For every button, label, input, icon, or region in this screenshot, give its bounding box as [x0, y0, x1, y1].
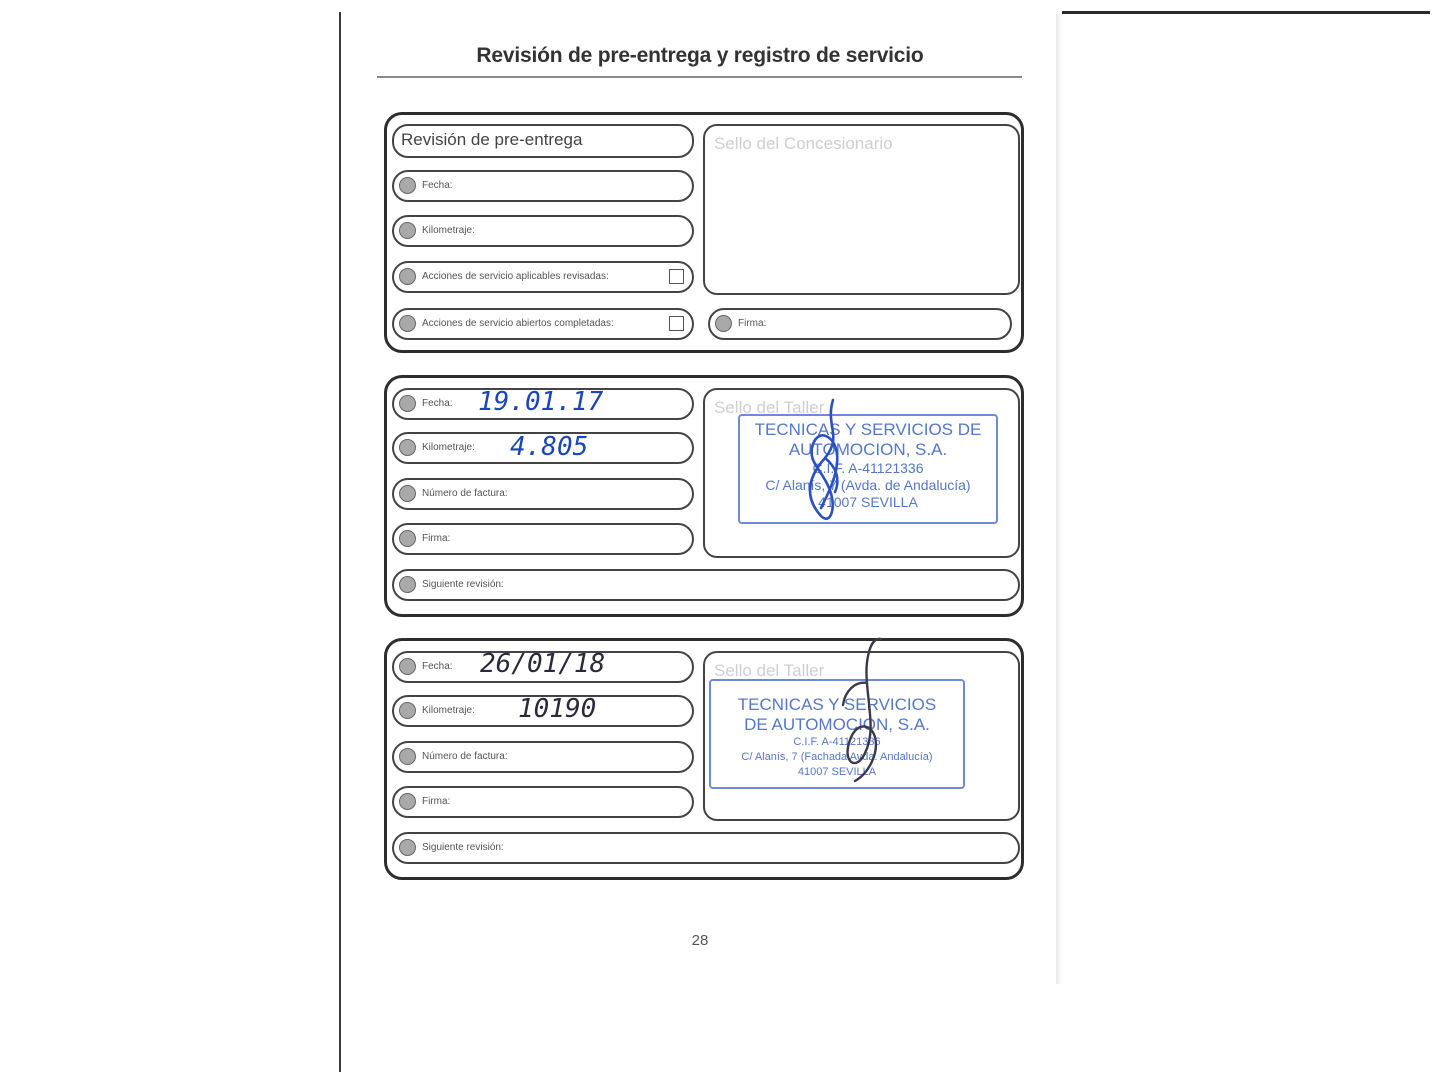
workshop-stamp-title: Sello del Taller: [714, 398, 825, 417]
scan-left-edge: [339, 12, 341, 1072]
scan-top-edge: [1062, 11, 1430, 14]
page-number: 28: [691, 932, 709, 949]
stamp-line: 41007 SEVILLA: [797, 766, 877, 778]
service1-factura-field[interactable]: [392, 478, 694, 510]
page-shadow: [1056, 14, 1062, 984]
service-card-2: [384, 638, 1024, 880]
workshop-stamp-box-2: [703, 651, 1020, 821]
stamp-line: DE AUTOMOCION, S.A.: [744, 715, 930, 734]
signature-icon: [795, 396, 855, 531]
acciones-revisadas-label: Acciones de servicio aplicables revisadas:: [422, 271, 609, 282]
km-label: Kilometraje:: [422, 225, 475, 236]
workshop-stamp-box-1: [703, 388, 1020, 558]
acciones-completadas-label: Acciones de servicio abiertos completadas:: [422, 318, 614, 329]
service1-km-field[interactable]: [392, 432, 694, 464]
radio-dot-icon: [399, 395, 416, 412]
radio-dot-icon: [399, 439, 416, 456]
radio-dot-icon: [399, 177, 416, 194]
stamp-line: TECNICAS Y SERVICIOS: [737, 695, 937, 714]
fecha-label: Fecha:: [422, 180, 453, 191]
stamp-line: C/ Alanís, 7 (Fachada Avda. Andalucía): [741, 751, 933, 763]
siguiente-label: Siguiente revisión:: [422, 842, 504, 853]
pre-delivery-firma-field[interactable]: [708, 308, 1012, 340]
radio-dot-icon: [399, 839, 416, 856]
service1-siguiente-field[interactable]: [392, 569, 1020, 601]
document-page: [344, 14, 1056, 984]
km-handwritten: 10190: [518, 694, 597, 724]
fecha-label: Fecha:: [422, 398, 453, 409]
workshop-stamp-title: Sello del Taller: [714, 661, 825, 680]
dealer-stamp-box: [703, 124, 1020, 295]
stamp-line: C.I.F. A-41121336: [812, 460, 924, 476]
km-label: Kilometraje:: [422, 442, 475, 453]
fecha-handwritten: 19.01.17: [478, 387, 604, 417]
factura-label: Número de factura:: [422, 751, 508, 762]
stamp-line: C.I.F. A-41121336: [793, 736, 881, 748]
radio-dot-icon: [399, 530, 416, 547]
firma-label: Firma:: [422, 533, 451, 544]
pre-delivery-km-field[interactable]: [392, 215, 694, 247]
dealer-stamp-title: Sello del Concesionario: [714, 134, 893, 153]
stamp-line: C/ Alanís, 7 (Avda. de Andalucía): [765, 477, 971, 493]
siguiente-label: Siguiente revisión:: [422, 579, 504, 590]
km-handwritten: 4.805: [510, 432, 589, 462]
stamp-line: TECNICAS Y SERVICIOS DE: [754, 420, 982, 439]
km-label: Kilometraje:: [422, 705, 475, 716]
service2-fecha-field[interactable]: [392, 651, 694, 683]
checkbox-icon[interactable]: [669, 316, 684, 331]
acciones-completadas-field: [392, 308, 694, 340]
firma-label: Firma:: [738, 318, 767, 329]
page-title: Revisión de pre-entrega y registro de servicio: [476, 44, 924, 67]
pre-delivery-fecha-field[interactable]: [392, 170, 694, 202]
fecha-handwritten: 26/01/18: [480, 649, 606, 679]
stamp-line: 41007 SEVILLA: [818, 494, 918, 510]
firma-label: Firma:: [422, 796, 451, 807]
service2-firma-field[interactable]: [392, 786, 694, 818]
service-card-1: [384, 375, 1024, 617]
pre-delivery-card: [384, 112, 1024, 353]
radio-dot-icon: [399, 702, 416, 719]
radio-dot-icon: [399, 268, 416, 285]
radio-dot-icon: [715, 315, 732, 332]
factura-label: Número de factura:: [422, 488, 508, 499]
service2-factura-field[interactable]: [392, 741, 694, 773]
radio-dot-icon: [399, 658, 416, 675]
service2-km-field[interactable]: [392, 695, 694, 727]
service2-siguiente-field[interactable]: [392, 832, 1020, 864]
radio-dot-icon: [399, 315, 416, 332]
service1-firma-field[interactable]: [392, 523, 694, 555]
fecha-label: Fecha:: [422, 661, 453, 672]
radio-dot-icon: [399, 576, 416, 593]
radio-dot-icon: [399, 748, 416, 765]
title-rule: [377, 76, 1022, 78]
radio-dot-icon: [399, 793, 416, 810]
service1-fecha-field[interactable]: [392, 388, 694, 420]
signature-icon: [825, 633, 895, 793]
pre-delivery-heading: Revisión de pre-entrega: [401, 130, 583, 149]
pre-delivery-heading-field: [392, 124, 694, 158]
radio-dot-icon: [399, 485, 416, 502]
workshop-stamp-1: [738, 414, 998, 524]
acciones-revisadas-field: [392, 261, 694, 293]
stamp-line: AUTOMOCION, S.A.: [788, 440, 948, 459]
checkbox-icon[interactable]: [669, 269, 684, 284]
radio-dot-icon: [399, 222, 416, 239]
